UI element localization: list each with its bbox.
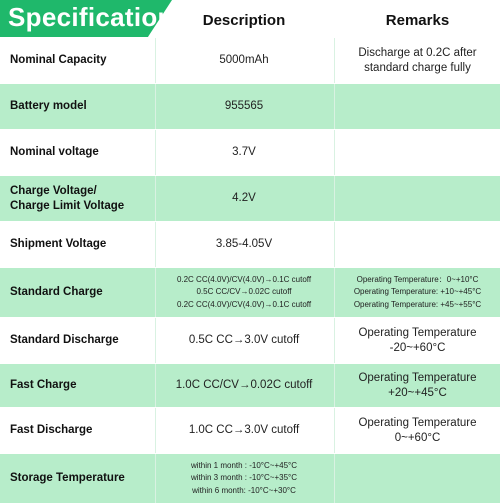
text-stack	[191, 460, 297, 497]
spec-description	[155, 454, 333, 503]
text-line: 4.2V	[232, 192, 256, 205]
text-line: standard charge fully	[364, 61, 471, 74]
text-line: Operating Temperature: +10~+45°C	[353, 287, 482, 297]
spec-description	[155, 318, 333, 363]
column-divider	[155, 318, 156, 363]
text-line: Discharge at 0.2C after	[358, 47, 477, 60]
spec-remarks	[335, 176, 500, 221]
spec-remarks	[335, 222, 500, 267]
spec-name: Battery model	[10, 100, 87, 113]
table-row	[0, 129, 500, 175]
table-row	[0, 453, 500, 503]
column-divider	[155, 222, 156, 267]
column-divider	[334, 84, 335, 129]
text-line: 0.2C CC(4.0V)/CV(4.0V)→0.1C cutoff	[176, 274, 312, 284]
spec-name: Nominal voltage	[10, 146, 99, 159]
spec-remarks	[335, 318, 500, 363]
text-line: within 6 month: -10°C~+30°C	[192, 485, 296, 495]
table-row	[0, 175, 500, 221]
table-row	[0, 221, 500, 267]
column-divider	[334, 130, 335, 175]
spec-description	[155, 38, 333, 83]
column-divider	[155, 408, 156, 453]
column-divider	[334, 268, 335, 317]
text-line: 0.5C CC/CV→0.02C cutoff	[196, 287, 292, 297]
spec-name: Nominal Capacity	[10, 54, 107, 67]
spec-name: Shipment Voltage	[10, 238, 107, 251]
table-row	[0, 363, 500, 407]
text-line: Operating Temperature: +45~+55°C	[353, 299, 482, 309]
text-line: 1.0C CC/CV→0.02C cutoff	[175, 379, 313, 392]
spec-remarks	[335, 408, 500, 453]
spec-remarks	[335, 38, 500, 83]
spec-remarks	[335, 454, 500, 503]
text-line: 955565	[224, 100, 264, 113]
text-stack	[358, 46, 476, 75]
spec-description	[155, 222, 333, 267]
spec-description	[155, 408, 333, 453]
text-line: 0.5C CC→3.0V cutoff	[188, 334, 300, 347]
column-header-description: Description	[202, 12, 286, 29]
column-divider	[155, 176, 156, 221]
text-stack	[358, 416, 476, 445]
text-stack	[10, 184, 124, 213]
spec-name: Storage Temperature	[10, 472, 125, 485]
text-line: Charge Voltage/	[10, 185, 97, 198]
column-divider	[334, 38, 335, 83]
text-line: within 1 month : -10°C~+45°C	[190, 460, 297, 470]
spec-name: Standard Charge	[10, 286, 103, 299]
spec-description	[155, 176, 333, 221]
text-line: Charge Limit Voltage	[10, 199, 125, 212]
column-divider	[155, 268, 156, 317]
text-line: Operating Temperature	[358, 372, 477, 385]
spec-description	[155, 130, 333, 175]
text-line: 3.7V	[232, 146, 256, 159]
text-stack	[358, 371, 476, 400]
column-divider	[334, 318, 335, 363]
text-stack	[358, 326, 476, 355]
spec-name: Standard Discharge	[10, 334, 119, 347]
spec-description	[155, 84, 333, 129]
table-row	[0, 83, 500, 129]
column-divider	[155, 130, 156, 175]
text-line: Operating Temperature	[358, 327, 477, 340]
spec-remarks	[335, 84, 500, 129]
text-line: 0.2C CC(4.0V)/CV(4.0V)→0.1C cutoff	[176, 299, 312, 309]
spec-remarks	[335, 364, 500, 407]
text-line: 3.85-4.05V	[215, 238, 273, 251]
column-divider	[155, 454, 156, 503]
page-title: Specification	[8, 2, 174, 32]
text-line: within 3 month : -10°C~+35°C	[190, 473, 297, 483]
table-header	[0, 0, 500, 37]
text-line: Operating Temperature	[358, 417, 477, 430]
spec-remarks	[335, 130, 500, 175]
text-line: -20~+60°C	[389, 341, 446, 354]
spec-remarks	[335, 268, 500, 317]
column-divider	[334, 454, 335, 503]
spec-table	[0, 37, 500, 503]
text-stack	[354, 274, 481, 311]
spec-description	[155, 364, 333, 407]
spec-name: Fast Charge	[10, 379, 77, 392]
text-line: 5000mAh	[219, 54, 269, 67]
text-line: 0~+60°C	[394, 431, 441, 444]
column-divider	[334, 408, 335, 453]
spec-name: Fast Discharge	[10, 424, 93, 437]
spec-description	[155, 268, 333, 317]
column-divider	[334, 176, 335, 221]
column-divider	[155, 38, 156, 83]
text-line: +20~+45°C	[388, 386, 447, 399]
column-divider	[155, 364, 156, 407]
text-stack	[177, 274, 311, 311]
column-header-remarks: Remarks	[385, 12, 450, 29]
text-line: 1.0C CC→3.0V cutoff	[188, 424, 300, 437]
table-row	[0, 407, 500, 453]
table-row	[0, 317, 500, 363]
table-row	[0, 37, 500, 83]
spec-name	[0, 176, 155, 221]
table-row	[0, 267, 500, 317]
text-line: Operating Temperature：0~+10°C	[356, 274, 479, 284]
column-divider	[334, 364, 335, 407]
column-divider	[155, 84, 156, 129]
column-divider	[334, 222, 335, 267]
